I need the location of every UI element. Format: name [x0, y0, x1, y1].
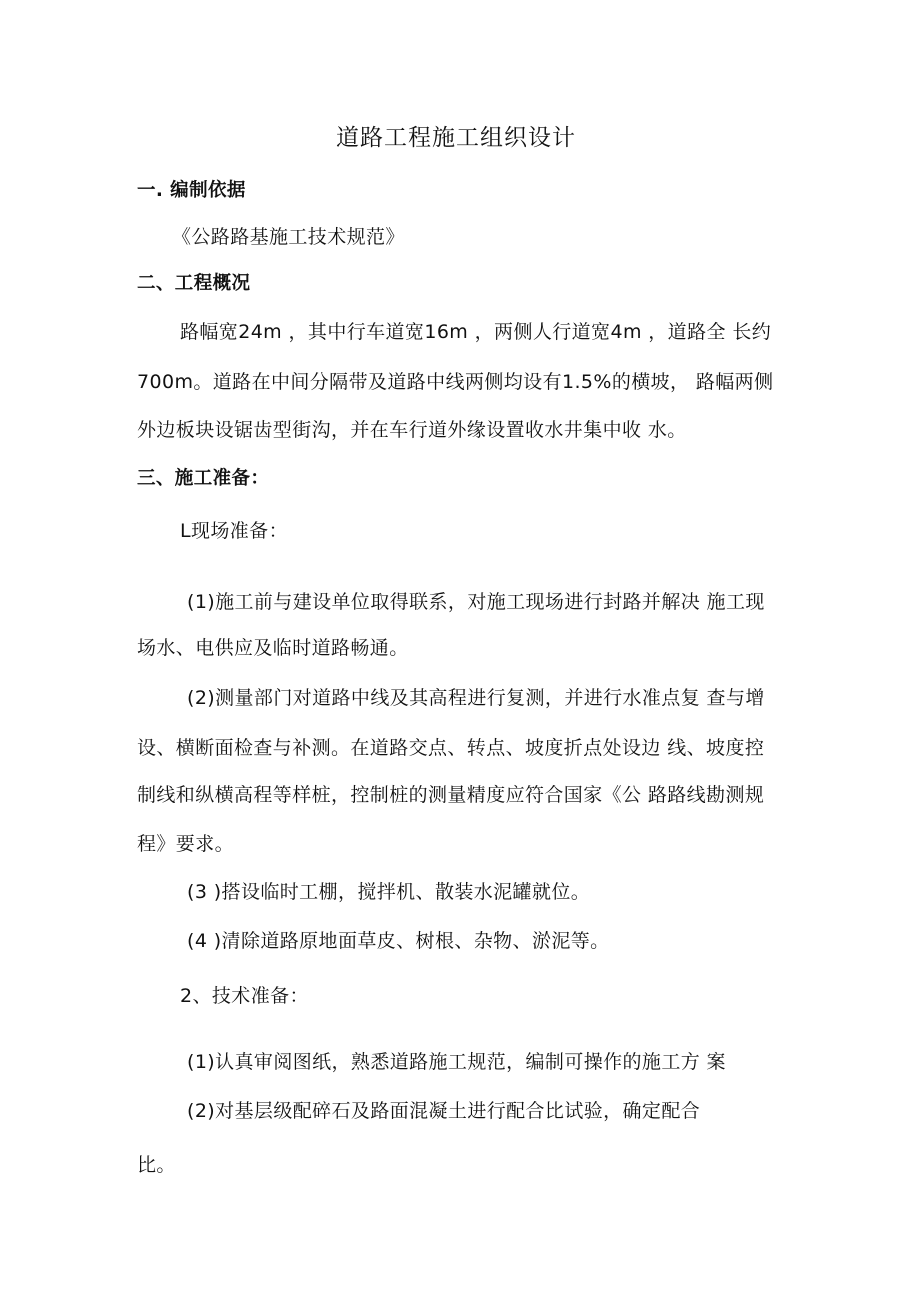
section-3-heading: 三、施工准备：	[137, 468, 270, 489]
section-1-heading: 一. 编制依据	[137, 180, 246, 201]
overview-line-1: 路幅宽24m ，其中行车道宽16m ，两侧人行道宽4m ，道路全 长约	[180, 321, 772, 343]
subsection-site-prep: L现场准备：	[180, 520, 288, 542]
tech-item-1: (1)认真审阅图纸，熟悉道路施工规范，编制可操作的施工方 案	[187, 1051, 726, 1073]
reference-standard: 《公路路基施工技术规范》	[172, 226, 405, 248]
overview-line-3: 外边板块设锯齿型街沟，并在车行道外缘设置收水井集中收 水。	[137, 419, 687, 441]
subsection-tech-prep: 2、技术准备：	[180, 985, 309, 1007]
site-item-1-line-2: 场水、电供应及临时道路畅通。	[137, 637, 409, 659]
site-item-3: (3 )搭设临时工棚，搅拌机、散装水泥罐就位。	[187, 881, 591, 903]
site-item-2-line-4: 程》要求。	[137, 833, 235, 855]
site-item-2-line-2: 设、横断面检查与补测。在道路交点、转点、坡度折点处设边 线、坡度控	[137, 737, 765, 759]
site-item-2-line-3: 制线和纵横高程等样桩，控制桩的测量精度应符合国家《公 路路线勘测规	[137, 784, 765, 806]
site-item-2-line-1: (2)测量部门对道路中线及其高程进行复测，并进行水准点复 查与增	[187, 687, 765, 709]
site-item-1-line-1: (1)施工前与建设单位取得联系，对施工现场进行封路并解决 施工现	[187, 591, 765, 613]
document-title: 道路工程施工组织设计	[336, 125, 576, 151]
site-item-4: (4 )清除道路原地面草皮、树根、杂物、淤泥等。	[187, 930, 610, 952]
overview-line-2: 700m。道路在中间分隔带及道路中线两侧均设有1.5%的横坡， 路幅两侧	[137, 371, 774, 393]
tech-item-2-line-1: (2)对基层级配碎石及路面混凝土进行配合比试验，确定配合	[187, 1100, 701, 1122]
tech-item-2-line-2: 比。	[137, 1154, 176, 1176]
section-2-heading: 二、工程概况	[137, 273, 251, 294]
